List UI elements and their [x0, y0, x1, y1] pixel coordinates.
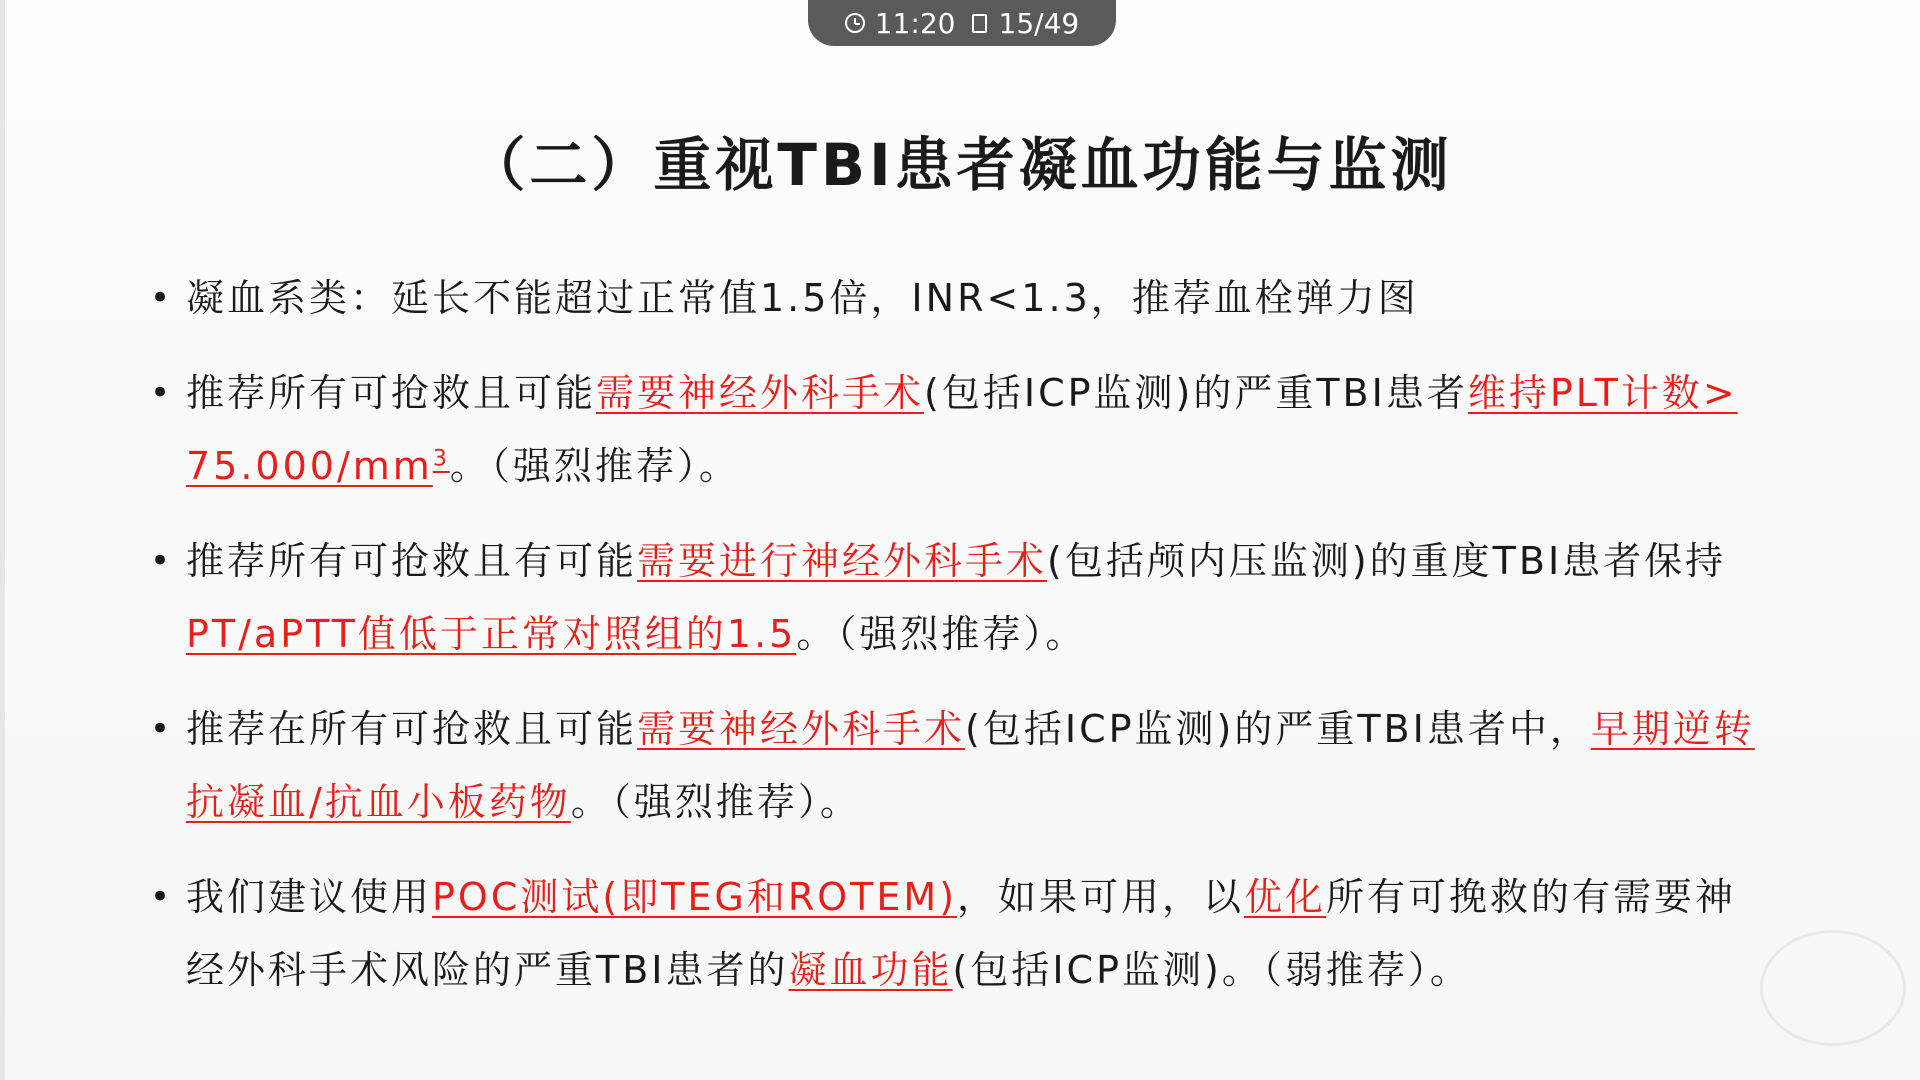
- bullet-text: 所有可挽救的有需要神经外科手术风险的严重TBI患者的: [186, 875, 1737, 992]
- bullet-text: ，如果可用，以: [957, 875, 1245, 919]
- bullet-item: [150, 693, 1770, 839]
- bullet-text: 我们建议使用: [186, 875, 433, 919]
- highlighted-text: 3: [432, 446, 450, 472]
- bullet-text: 。（强烈推荐）。: [796, 612, 1087, 656]
- highlighted-text: POC测试(即TEG和ROTEM): [432, 875, 958, 919]
- page-icon: [972, 14, 987, 33]
- bullet-list: [150, 262, 1770, 1029]
- highlighted-text: 需要神经外科手术: [596, 371, 925, 415]
- bullet-item: [150, 861, 1770, 1007]
- highlighted-text: PT/aPTT值低于正常对照组的1.5: [186, 612, 797, 656]
- bullet-text: (包括ICP监测)。（弱推荐）。: [952, 948, 1471, 992]
- highlighted-text: 早期逆转抗凝血/抗血小板药物: [186, 707, 1755, 824]
- bullet-item: [150, 357, 1770, 503]
- watermark-seal: [1760, 930, 1906, 1046]
- highlighted-text: 需要神经外科手术: [637, 707, 966, 751]
- highlighted-text: 凝血功能: [788, 948, 953, 992]
- bullet-text: (包括ICP监测)的严重TBI患者: [924, 371, 1468, 415]
- bullet-text: 。（强烈推荐）。: [570, 780, 861, 824]
- bullet-item: [150, 262, 1770, 335]
- highlighted-text: 维持PLT计数> 75.000/mm: [186, 371, 1738, 488]
- bullet-text: 推荐所有可抢救且可能: [186, 371, 597, 415]
- bullet-text: (包括ICP监测)的严重TBI患者中，: [965, 707, 1591, 751]
- highlighted-text: 优化: [1244, 875, 1327, 919]
- status-page: 15/49: [998, 6, 1080, 40]
- status-time: 11:20: [874, 6, 956, 40]
- clock-icon: [845, 13, 865, 33]
- bullet-text: 推荐所有可抢救且有可能: [186, 539, 638, 583]
- bullet-text: 。（强烈推荐）。: [449, 444, 740, 488]
- bullet-text: 凝血系类：延长不能超过正常值1.5倍，INR<1.3，推荐血栓弹力图: [186, 276, 1419, 320]
- slide-title: （二）重视TBI患者凝血功能与监测: [467, 131, 1453, 199]
- highlighted-text: 需要进行神经外科手术: [637, 539, 1048, 583]
- bullet-item: [150, 525, 1770, 671]
- bullet-text: (包括颅内压监测)的重度TBI患者保持: [1047, 539, 1727, 583]
- bullet-text: 推荐在所有可抢救且可能: [186, 707, 638, 751]
- status-bar: [808, 0, 1116, 46]
